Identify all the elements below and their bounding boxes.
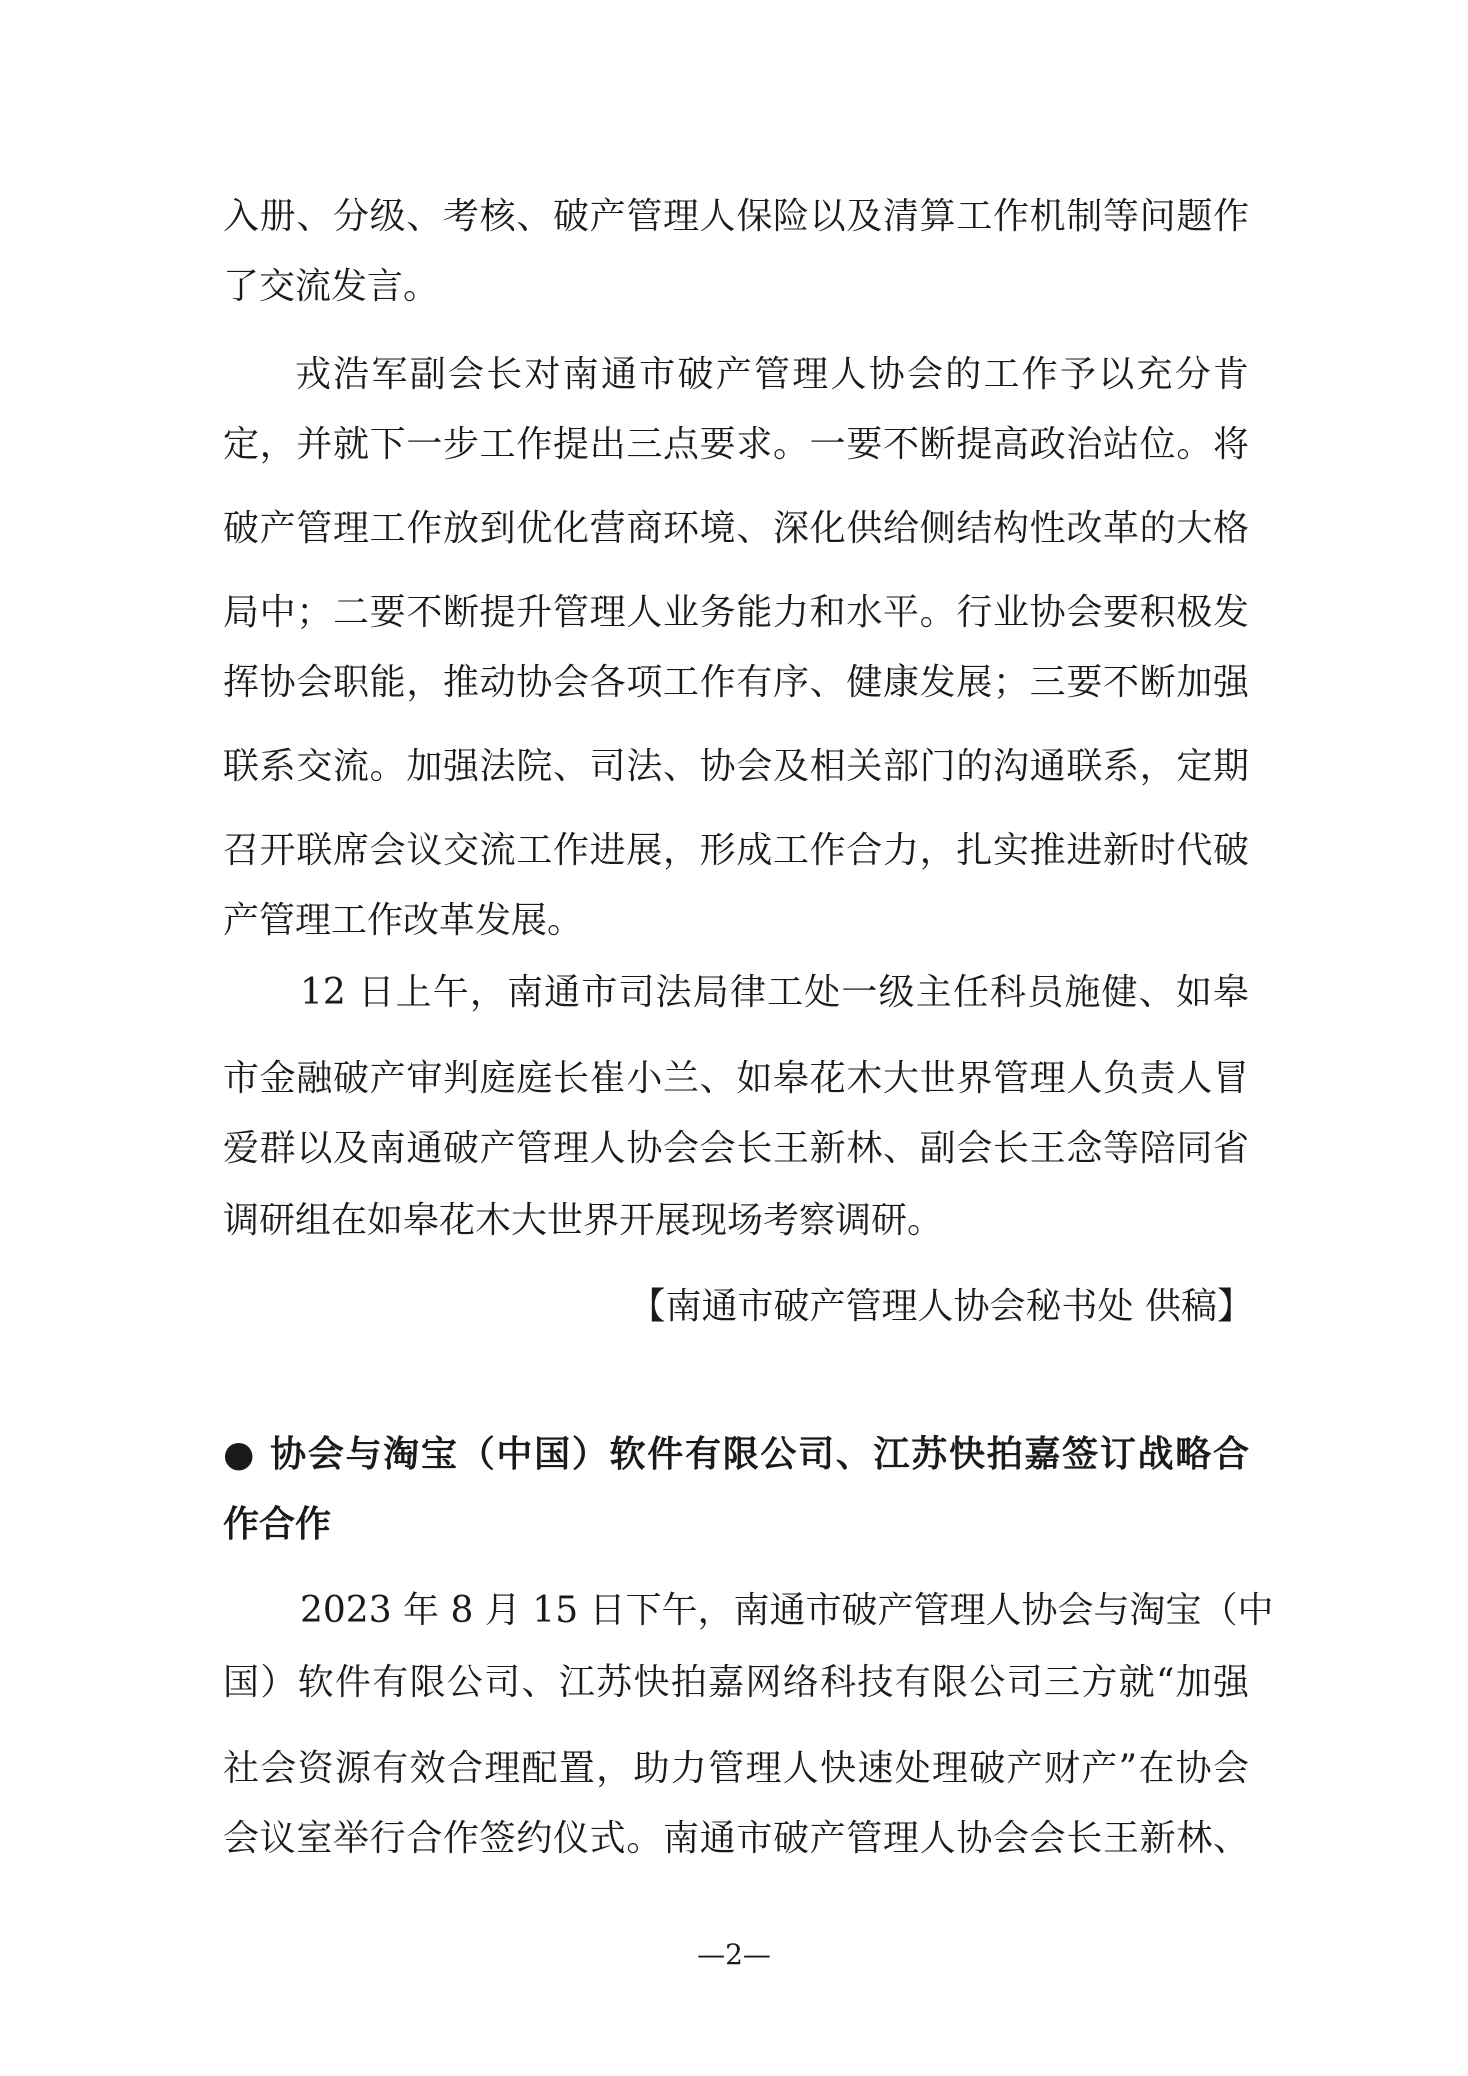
paragraph-line: 破产管理工作放到优化营商环境、深化供给侧结构性改革的大格 <box>223 508 1249 549</box>
page-number: —2— <box>697 1938 771 1971</box>
paragraph-line: 联系交流。加强法院、司法、协会及相关部门的沟通联系，定期 <box>223 746 1249 787</box>
paragraph-line: 产管理工作改革发展。 <box>223 900 584 941</box>
section-heading-line: 作合作 <box>223 1504 332 1545</box>
credit-line: 【南通市破产管理人协会秘书处 供稿】 <box>629 1286 1253 1327</box>
paragraph-line: 国）软件有限公司、江苏快拍嘉网络科技有限公司三方就“加强 <box>223 1662 1249 1703</box>
paragraph-line: 局中；二要不断提升管理人业务能力和水平。行业协会要积极发 <box>223 592 1249 633</box>
bullet-icon: ● <box>223 1434 255 1475</box>
paragraph-line: 挥协会职能，推动协会各项工作有序、健康发展；三要不断加强 <box>223 662 1249 703</box>
paragraph-line: 市金融破产审判庭庭长崔小兰、如皋花木大世界管理人负责人冒 <box>223 1058 1249 1099</box>
paragraph-line: 了交流发言。 <box>223 266 440 307</box>
paragraph-line: 会议室举行合作签约仪式。南通市破产管理人协会会长王新林、 <box>223 1818 1249 1859</box>
paragraph-line: 12 日上午，南通市司法局律工处一级主任科员施健、如皋 <box>300 972 1249 1013</box>
paragraph-line: 召开联席会议交流工作进展，形成工作合力，扎实推进新时代破 <box>223 830 1249 871</box>
paragraph-line: 爱群以及南通破产管理人协会会长王新林、副会长王念等陪同省 <box>223 1128 1249 1169</box>
paragraph-line: 2023 年 8 月 15 日下午，南通市破产管理人协会与淘宝（中 <box>300 1590 1274 1631</box>
paragraph-line: 调研组在如皋花木大世界开展现场考察调研。 <box>223 1200 944 1241</box>
paragraph-line: 入册、分级、考核、破产管理人保险以及清算工作机制等问题作 <box>223 196 1249 237</box>
section-heading-text: 协会与淘宝（中国）软件有限公司、江苏快拍嘉签订战略合 <box>268 1434 1249 1475</box>
paragraph-line: 社会资源有效合理配置，助力管理人快速处理破产财产”在协会 <box>223 1748 1249 1789</box>
paragraph-line: 定，并就下一步工作提出三点要求。一要不断提高政治站位。将 <box>223 424 1249 465</box>
paragraph-line: 戎浩军副会长对南通市破产管理人协会的工作予以充分肯 <box>295 354 1249 395</box>
section-heading <box>223 1430 1249 1480</box>
